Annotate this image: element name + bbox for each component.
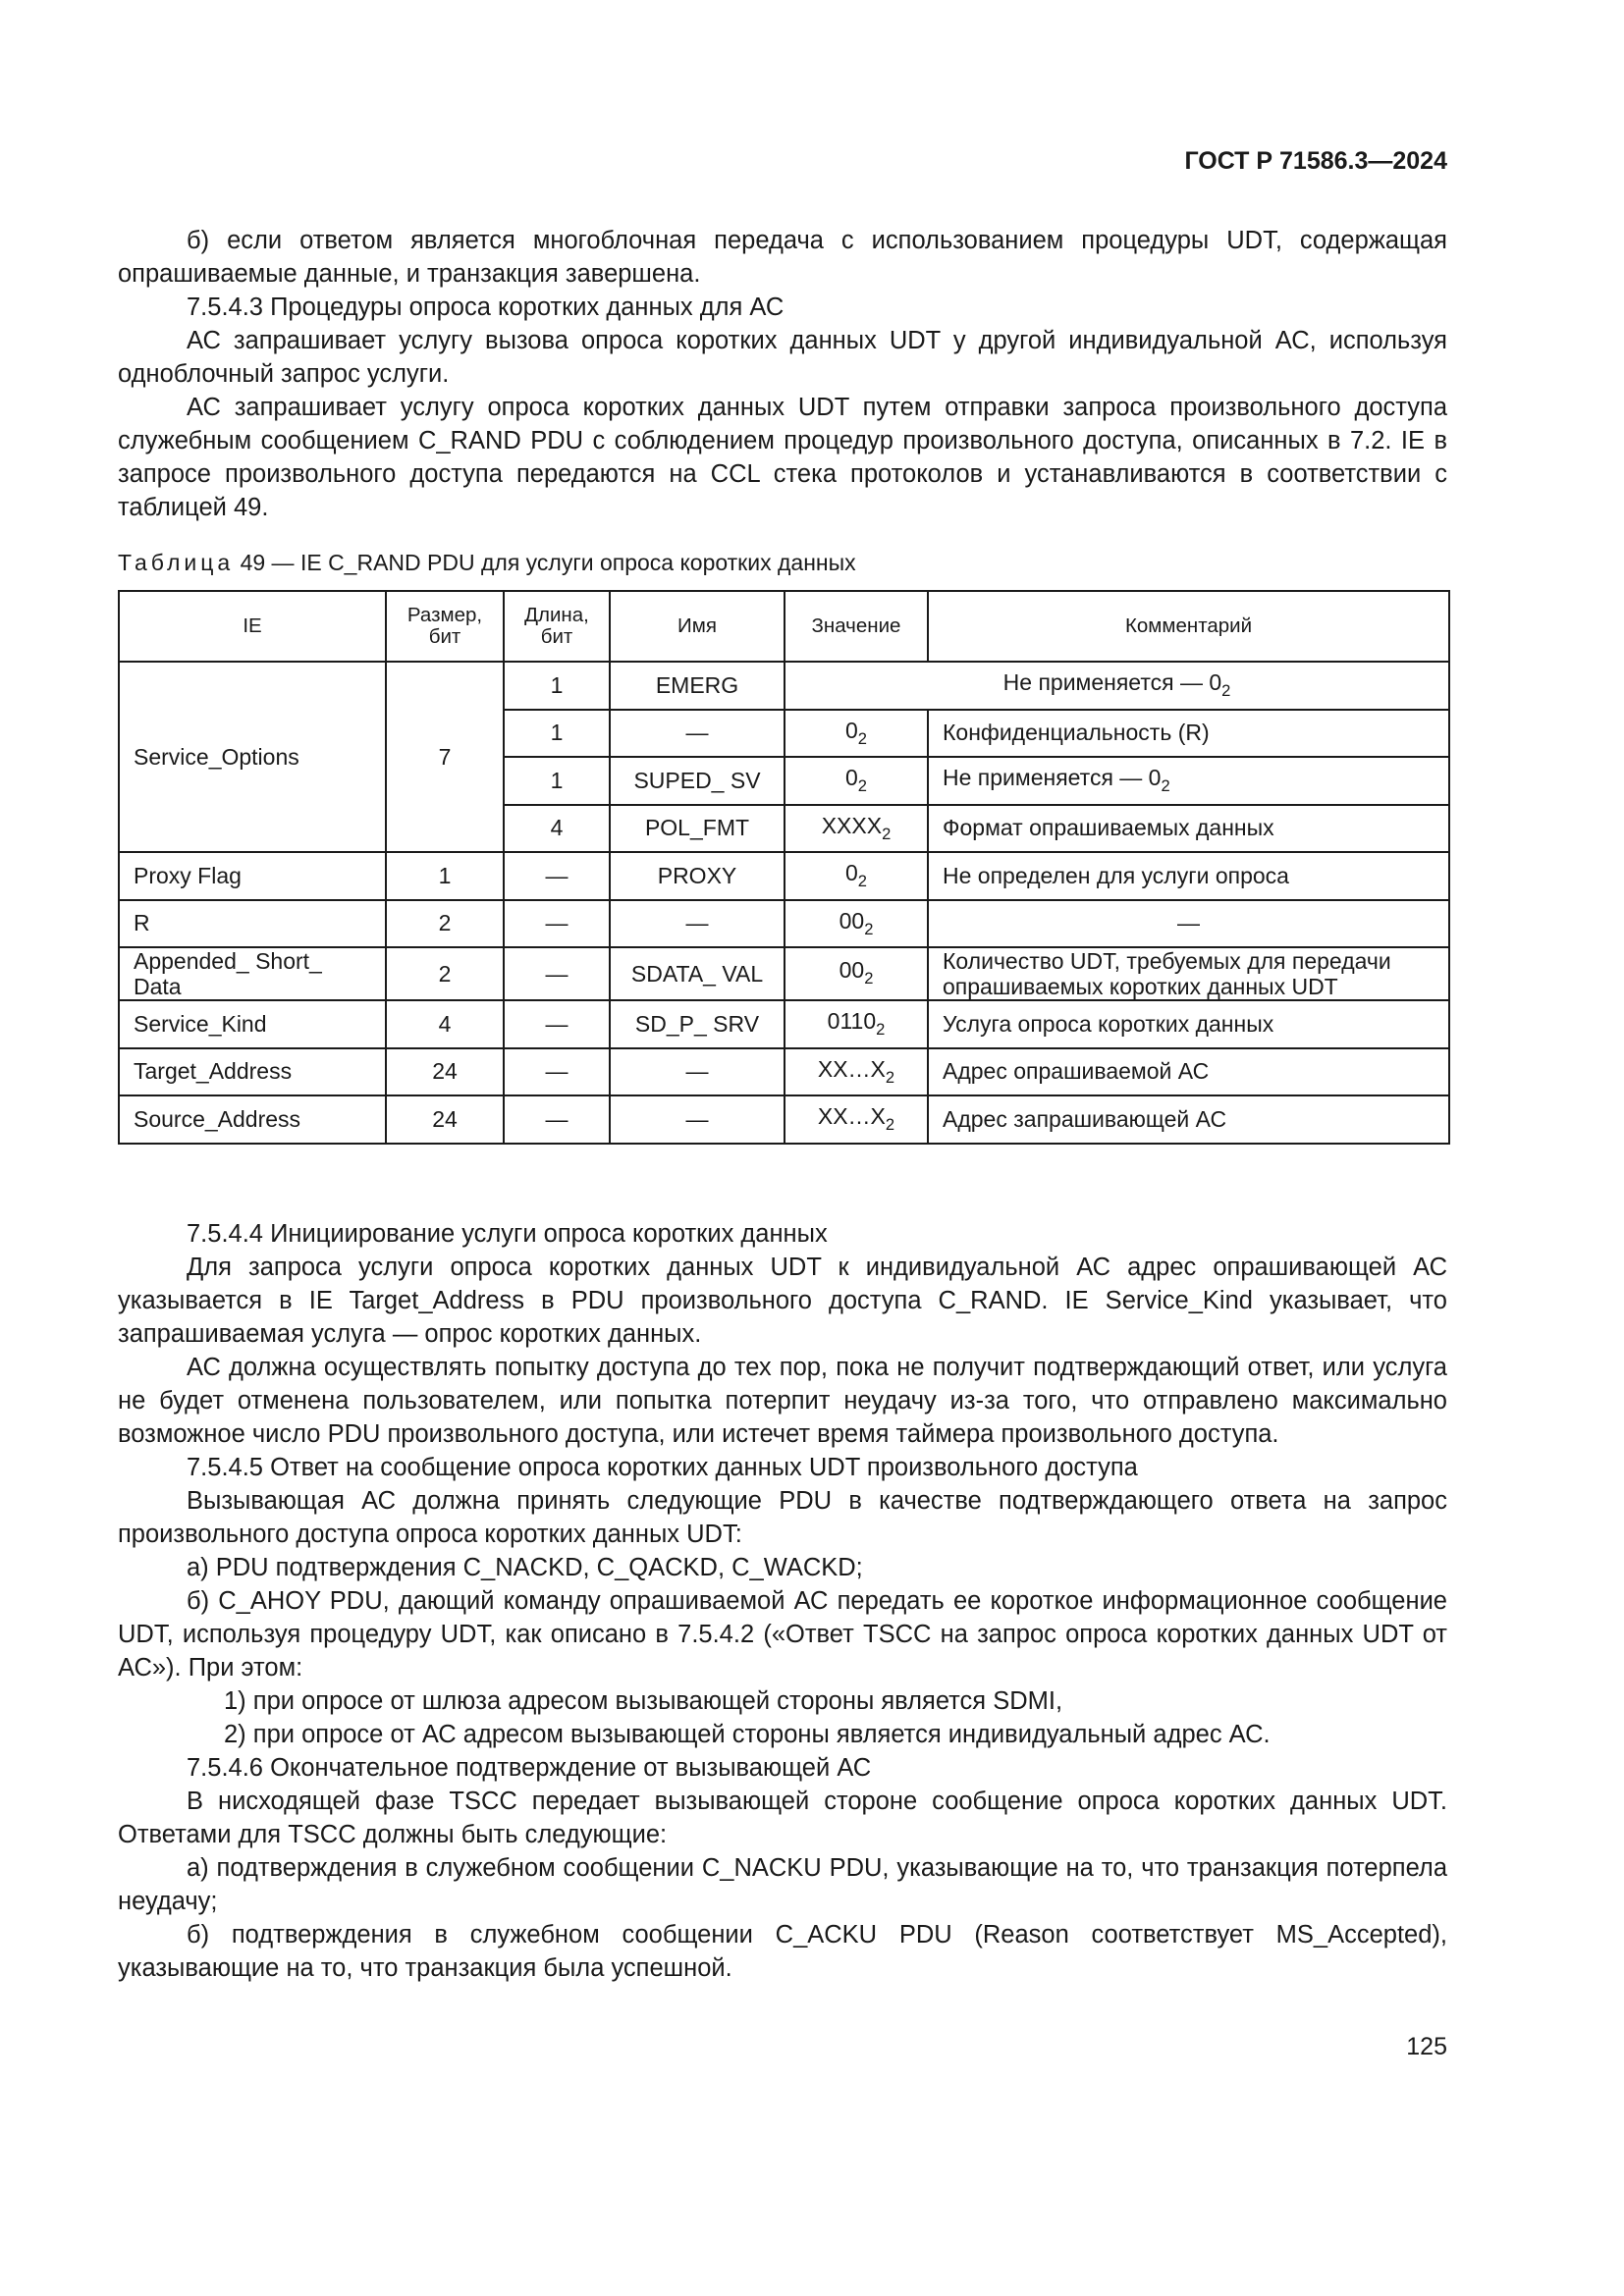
cell-ie: Service_Kind [119, 1000, 386, 1048]
cell-ie: Target_Address [119, 1048, 386, 1096]
subscript: 2 [885, 1067, 895, 1087]
cell-size: 24 [386, 1095, 504, 1144]
col-header-ie: IE [119, 591, 386, 662]
cell-length: — [504, 1000, 610, 1048]
cell-length: 1 [504, 710, 610, 758]
table-row [119, 662, 1449, 710]
table-row [119, 1048, 1449, 1096]
cell-name: — [610, 1048, 785, 1096]
value-text: XX…X [817, 1055, 886, 1082]
cell-name: PROXY [610, 852, 785, 900]
paragraph: В нисходящей фазе TSCC передает вызывающей стороне сообщение опроса коротких данных UDT. Ответами для TSCC должны быть следующие: [118, 1788, 1447, 1848]
cell-value [785, 805, 928, 853]
cell-size: 1 [386, 852, 504, 900]
cell-length: — [504, 1095, 610, 1144]
table-caption [118, 548, 856, 577]
top-text [118, 224, 1447, 524]
subscript: 2 [857, 728, 867, 748]
col-header-name: Имя [610, 591, 785, 662]
table-header-row [119, 591, 1449, 662]
standard-header: ГОСТ Р 71586.3—2024 [1184, 147, 1447, 175]
col-header-value: Значение [785, 591, 928, 662]
value-text: XXXX [821, 812, 883, 838]
subscript: 2 [885, 1115, 895, 1135]
page-number: 125 [1406, 2033, 1447, 2060]
cell-comment: Формат опрашиваемых данных [928, 805, 1449, 853]
table-row [119, 900, 1449, 948]
cell-value [785, 1000, 928, 1048]
cell-value [785, 947, 928, 1000]
cell-comment: Адрес опрашиваемой АС [928, 1048, 1449, 1096]
table-row [119, 1000, 1449, 1048]
cell-length: — [504, 947, 610, 1000]
cell-length: — [504, 852, 610, 900]
value-text: 0 [845, 860, 858, 886]
cell-name: SD_P_ SRV [610, 1000, 785, 1048]
cell-comment: Услуга опроса коротких данных [928, 1000, 1449, 1048]
cell-size: 2 [386, 900, 504, 948]
cell-comment: Конфиденциальность (R) [928, 710, 1449, 758]
cell-name: SUPED_ SV [610, 757, 785, 805]
subscript: 2 [1161, 776, 1170, 796]
cell-ie: R [119, 900, 386, 948]
cell-value [785, 1095, 928, 1144]
value-text: 0 [845, 717, 858, 743]
cell-comment-merged [785, 662, 1449, 710]
paragraph: АС запрашивает услугу опроса коротких данных UDT путем отправки запроса произвольного доступа служебным сообщением C_RAND PDU с соблюдением процедур произвольного доступа, описанных в 7.2. IE в запросе произвольного доступа передаются на CCL стека протоколов и устанавливаются в соответствии с таблицей 49. [118, 394, 1447, 521]
table-caption-text: 49 — IE C_RAND PDU для услуги опроса коротких данных [240, 550, 856, 575]
paragraph: Вызывающая АС должна принять следующие PDU в качестве подтверждающего ответа на запрос произвольного доступа опроса коротких данных UDT: [118, 1487, 1447, 1548]
sub-list-item: 1) при опросе от шлюза адресом вызывающей стороны является SDMI, [224, 1687, 1063, 1715]
list-item: б) подтверждения в служебном сообщении C_ACKU PDU (Reason соответствует MS_Accepted), указывающие на то, что транзакция была успешной. [118, 1921, 1447, 1982]
cell-name: — [610, 900, 785, 948]
cell-name: — [610, 710, 785, 758]
value-text: 00 [839, 956, 865, 983]
cell-name: SDATA_ VAL [610, 947, 785, 1000]
subscript: 2 [864, 919, 874, 938]
paragraph: Для запроса услуги опроса коротких данных UDT к индивидуальной АС адрес опрашивающей АС указывается в IE Target_Address в PDU произвольного доступа C_RAND. IE Service_Kind указывает, что запрашиваемая услуга — опрос коротких данных. [118, 1254, 1447, 1348]
cell-length: 4 [504, 805, 610, 853]
bottom-text [118, 1217, 1447, 1985]
subscript: 2 [857, 776, 867, 796]
comment-text: Не применяется — 0 [943, 765, 1162, 791]
cell-comment: — [928, 900, 1449, 948]
subscript: 2 [1221, 681, 1231, 701]
cell-value [785, 757, 928, 805]
col-header-length: Длина, бит [504, 591, 610, 662]
list-item: б) C_AHOY PDU, дающий команду опрашиваемой АС передать ее короткое информационное сообщение UDT, используя процедуру UDT, как описано в 7.5.4.2 («Ответ TSCC на запрос опроса коротких данных UDT от АС»). При этом: [118, 1587, 1447, 1682]
list-item: а) PDU подтверждения C_NACKD, C_QACKD, C_WACKD; [187, 1554, 863, 1581]
cell-length: 1 [504, 662, 610, 710]
ie-table [118, 590, 1450, 1145]
cell-ie-service-options: Service_Options [119, 662, 386, 852]
section-heading-7-5-4-3: 7.5.4.3 Процедуры опроса коротких данных для АС [187, 294, 785, 321]
value-text: 00 [839, 907, 865, 934]
cell-name: POL_FMT [610, 805, 785, 853]
section-heading-7-5-4-5: 7.5.4.5 Ответ на сообщение опроса коротких данных UDT произвольного доступа [187, 1454, 1138, 1481]
table-row [119, 1095, 1449, 1144]
table-row [119, 852, 1449, 900]
cell-comment: Адрес запрашивающей АС [928, 1095, 1449, 1144]
list-item: а) подтверждения в служебном сообщении C_NACKU PDU, указывающие на то, что транзакция потерпела неудачу; [118, 1854, 1447, 1915]
cell-comment: Не определен для услуги опроса [928, 852, 1449, 900]
subscript: 2 [857, 872, 867, 891]
cell-value [785, 1048, 928, 1096]
cell-size: 2 [386, 947, 504, 1000]
section-heading-7-5-4-4: 7.5.4.4 Инициирование услуги опроса коротких данных [187, 1220, 828, 1248]
value-text: 0110 [827, 1008, 877, 1035]
cell-size: 4 [386, 1000, 504, 1048]
cell-length: 1 [504, 757, 610, 805]
subscript: 2 [864, 968, 874, 988]
cell-value [785, 710, 928, 758]
subscript: 2 [876, 1020, 886, 1040]
cell-size-service-options: 7 [386, 662, 504, 852]
cell-size: 24 [386, 1048, 504, 1096]
cell-ie: Appended_ Short_ Data [119, 947, 386, 1000]
cell-comment [928, 757, 1449, 805]
table-row [119, 947, 1449, 1000]
cell-name: — [610, 1095, 785, 1144]
cell-ie: Proxy Flag [119, 852, 386, 900]
cell-value [785, 900, 928, 948]
cell-length: — [504, 900, 610, 948]
col-header-comment: Комментарий [928, 591, 1449, 662]
cell-length: — [504, 1048, 610, 1096]
value-text: 0 [845, 765, 858, 791]
cell-value [785, 852, 928, 900]
comment-text: Не применяется — 0 [1002, 669, 1222, 696]
paragraph: б) если ответом является многоблочная передача с использованием процедуры UDT, содержащая опрашиваемые данные, и транзакция завершена. [118, 227, 1447, 288]
value-text: XX…X [817, 1103, 886, 1130]
paragraph: АС должна осуществлять попытку доступа до тех пор, пока не получит подтверждающий ответ, или услуга не будет отменена пользователем, или попытка потерпит неудачу из-за того, что отправлено максимально возможное число PDU произвольного доступа, или истечет время таймера произвольного доступа. [118, 1354, 1447, 1448]
cell-ie: Source_Address [119, 1095, 386, 1144]
col-header-size: Размер, бит [386, 591, 504, 662]
cell-comment: Количество UDT, требуемых для передачи опрашиваемых коротких данных UDT [928, 947, 1449, 1000]
subscript: 2 [882, 824, 892, 843]
table-caption-label: Таблица [118, 550, 235, 575]
sub-list-item: 2) при опросе от АС адресом вызывающей стороны является индивидуальный адрес АС. [224, 1721, 1271, 1748]
cell-name: EMERG [610, 662, 785, 710]
paragraph: АС запрашивает услугу вызова опроса коротких данных UDT у другой индивидуальной АС, используя одноблочный запрос услуги. [118, 327, 1447, 388]
section-heading-7-5-4-6: 7.5.4.6 Окончательное подтверждение от вызывающей АС [187, 1754, 872, 1782]
